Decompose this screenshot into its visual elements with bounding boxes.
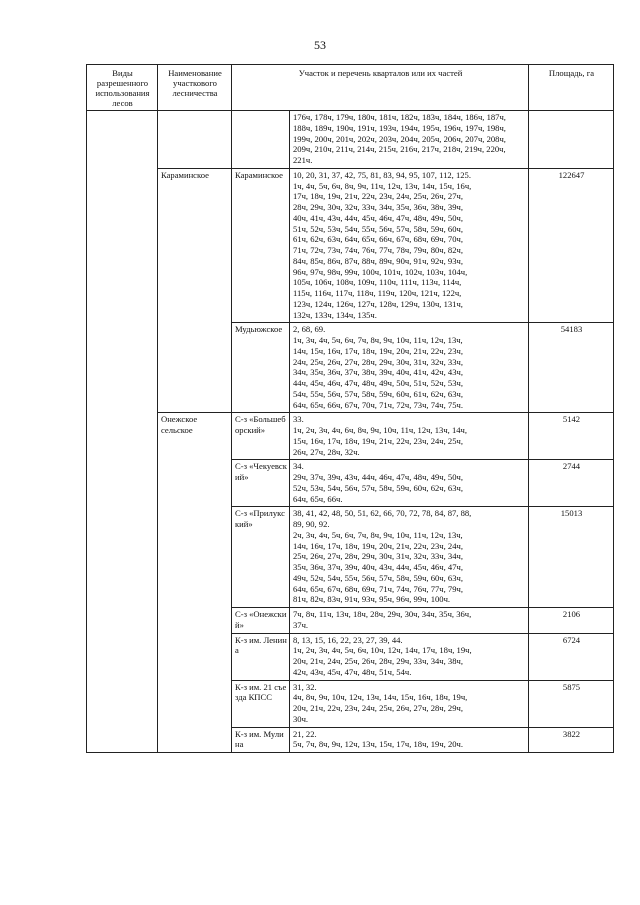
plots-line: 29ч, 37ч, 39ч, 43ч, 44ч, 46ч, 47ч, 48ч, 49ч, 50ч,	[293, 472, 463, 482]
site-label: Караминское	[235, 169, 283, 180]
plots-line: 28ч, 29ч, 30ч, 32ч, 33ч, 34ч, 35ч, 36ч, 38ч, 39ч,	[293, 202, 463, 212]
plots-line: 81ч, 82ч, 83ч, 91ч, 93ч, 95ч, 96ч, 99ч, 100ч.	[293, 594, 451, 605]
area-cell: 54183	[529, 323, 614, 413]
plots-cell	[290, 680, 529, 727]
plots-line: 221ч.	[293, 155, 313, 165]
site-label: К-з им. Мулина	[235, 728, 284, 750]
plots-line: 25ч, 26ч, 27ч, 28ч, 29ч, 30ч, 31ч, 32ч, 33ч, 34ч,	[293, 551, 463, 562]
plots-line: 2ч, 3ч, 4ч, 5ч, 6ч, 7ч, 8ч, 9ч, 10ч, 11ч, 12ч, 13ч,	[293, 529, 463, 540]
table-row	[87, 413, 614, 460]
plots-line: 188ч, 189ч, 190ч, 191ч, 193ч, 194ч, 195ч, 196ч, 197ч, 198ч,	[293, 122, 506, 133]
site-cell	[232, 460, 290, 507]
site-label: К-з им. 21 съезда КПСС	[235, 681, 287, 703]
plots-line: 64ч, 65ч, 67ч, 68ч, 69ч, 71ч, 74ч, 76ч, 77ч, 79ч,	[293, 583, 463, 594]
district-cell: Онежское сельское	[158, 413, 232, 753]
plots-line: 49ч, 52ч, 54ч, 55ч, 56ч, 57ч, 58ч, 59ч, 60ч, 63ч,	[293, 572, 463, 583]
plots-cell	[290, 323, 529, 413]
plots-line: 8, 13, 15, 16, 22, 23, 27, 39, 44.	[293, 634, 403, 645]
table-row-carryover	[87, 111, 614, 169]
plots-line: 52ч, 53ч, 54ч, 56ч, 57ч, 58ч, 59ч, 60ч, 62ч, 63ч,	[293, 482, 463, 493]
plots-line: 1ч, 2ч, 3ч, 4ч, 6ч, 8ч, 9ч, 10ч, 11ч, 12ч, 13ч, 14ч,	[293, 425, 468, 435]
table-row	[87, 168, 614, 323]
plots-cell	[290, 460, 529, 507]
plots-cell	[290, 111, 529, 169]
plots-line: 105ч, 106ч, 108ч, 109ч, 110ч, 111ч, 113ч, 114ч,	[293, 277, 462, 288]
site-label: С-з «Большеборский»	[235, 414, 286, 435]
plots-line: 33.	[293, 414, 304, 425]
plots-line: 35ч, 36ч, 37ч, 39ч, 40ч, 43ч, 44ч, 45ч, 46ч, 47ч,	[293, 562, 463, 572]
plots-line: 30ч.	[293, 713, 309, 724]
header-use-types: Виды разрешенного использования лесов	[87, 65, 158, 111]
plots-line: 132ч, 133ч, 134ч, 135ч.	[293, 309, 377, 320]
area-cell	[529, 111, 614, 169]
area-cell: 15013	[529, 507, 614, 608]
plots-line: 1ч, 3ч, 4ч, 5ч, 6ч, 7ч, 8ч, 9ч, 10ч, 11ч, 12ч, 13ч,	[293, 335, 463, 345]
plots-line: 96ч, 97ч, 98ч, 99ч, 100ч, 101ч, 102ч, 103ч, 104ч,	[293, 266, 468, 277]
plots-cell	[290, 608, 529, 634]
plots-line: 176ч, 178ч, 179ч, 180ч, 181ч, 182ч, 183ч, 184ч, 186ч, 187ч,	[293, 112, 506, 122]
area-cell: 5875	[529, 680, 614, 727]
plots-line: 64ч, 65ч, 66ч, 67ч, 70ч, 71ч, 72ч, 73ч, 74ч, 75ч.	[293, 399, 463, 410]
site-label: С-з «Чекуевский»	[235, 461, 287, 482]
plots-line: 7ч, 8ч, 11ч, 13ч, 18ч, 28ч, 29ч, 30ч, 34ч, 35ч, 36ч,	[293, 609, 472, 619]
plots-cell	[290, 727, 529, 753]
plots-line: 14ч, 15ч, 16ч, 17ч, 18ч, 19ч, 20ч, 21ч, 22ч, 23ч,	[293, 345, 463, 356]
area-cell: 2744	[529, 460, 614, 507]
plots-line: 34ч, 35ч, 36ч, 37ч, 38ч, 39ч, 40ч, 41ч, 42ч, 43ч,	[293, 367, 463, 378]
plots-cell	[290, 633, 529, 680]
plots-line: 5ч, 7ч, 8ч, 9ч, 12ч, 13ч, 15ч, 17ч, 18ч, 19ч, 20ч.	[293, 739, 464, 750]
plots-line: 44ч, 45ч, 46ч, 47ч, 48ч, 49ч, 50ч, 51ч, 52ч, 53ч,	[293, 378, 463, 388]
plots-line: 84ч, 85ч, 86ч, 87ч, 88ч, 89ч, 90ч, 91ч, 92ч, 93ч,	[293, 255, 463, 266]
use-types-cell	[87, 111, 158, 753]
plots-line: 31, 32.	[293, 681, 317, 692]
site-cell	[232, 168, 290, 323]
plots-line: 17ч, 18ч, 19ч, 21ч, 22ч, 23ч, 24ч, 25ч, 26ч, 27ч,	[293, 191, 463, 202]
site-cell	[232, 507, 290, 608]
plots-cell	[290, 507, 529, 608]
site-cell	[232, 413, 290, 460]
plots-line: 38, 41, 42, 48, 50, 51, 62, 66, 70, 72, 78, 84, 87, 88,	[293, 508, 472, 519]
plots-line: 61ч, 62ч, 63ч, 64ч, 65ч, 66ч, 67ч, 68ч, 69ч, 70ч,	[293, 234, 463, 245]
plots-line: 34.	[293, 461, 304, 472]
plots-line: 4ч, 8ч, 9ч, 10ч, 12ч, 13ч, 14ч, 15ч, 16ч, 18ч, 19ч,	[293, 692, 468, 703]
header-plots: Участок и перечень кварталов или их частей	[232, 65, 529, 111]
plots-line: 37ч.	[293, 619, 309, 630]
plots-line: 1ч, 4ч, 5ч, 6ч, 8ч, 9ч, 11ч, 12ч, 13ч, 14ч, 15ч, 16ч,	[293, 180, 472, 191]
plots-line: 24ч, 25ч, 26ч, 27ч, 28ч, 29ч, 30ч, 31ч, 32ч, 33ч,	[293, 356, 463, 367]
plots-line: 209ч, 210ч, 211ч, 214ч, 215ч, 216ч, 217ч, 218ч, 219ч, 220ч,	[293, 144, 506, 155]
plots-line: 40ч, 41ч, 43ч, 44ч, 45ч, 46ч, 47ч, 48ч, 49ч, 50ч,	[293, 212, 463, 223]
plots-line: 20ч, 21ч, 22ч, 23ч, 24ч, 25ч, 26ч, 27ч, 28ч, 29ч,	[293, 703, 463, 713]
plots-line: 42ч, 43ч, 45ч, 47ч, 48ч, 51ч, 54ч.	[293, 666, 412, 677]
plots-line: 54ч, 55ч, 56ч, 57ч, 58ч, 59ч, 60ч, 61ч, 62ч, 63ч,	[293, 388, 463, 399]
site-label: С-з «Прилукский»	[235, 508, 285, 529]
site-cell	[232, 633, 290, 680]
forest-plots-table	[86, 64, 614, 753]
site-label: К-з им. Ленина	[235, 634, 287, 656]
site-cell	[232, 323, 290, 413]
area-cell: 5142	[529, 413, 614, 460]
district-cell	[158, 111, 232, 169]
plots-line: 51ч, 52ч, 53ч, 54ч, 55ч, 56ч, 57ч, 58ч, 59ч, 60ч,	[293, 223, 463, 234]
site-label: С-з «Онежский»	[235, 609, 287, 630]
plots-line: 71ч, 72ч, 73ч, 74ч, 76ч, 77ч, 78ч, 79ч, 80ч, 82ч,	[293, 245, 463, 255]
plots-line: 21, 22.	[293, 728, 317, 739]
plots-line: 2, 68, 69.	[293, 324, 326, 335]
plots-line: 199ч, 200ч, 201ч, 202ч, 203ч, 204ч, 205ч, 206ч, 207ч, 208ч,	[293, 133, 506, 144]
plots-line: 14ч, 16ч, 17ч, 18ч, 19ч, 20ч, 21ч, 22ч, 23ч, 24ч,	[293, 540, 463, 551]
header-district: Наименование участкового лесничества	[158, 65, 232, 111]
plots-line: 15ч, 16ч, 17ч, 18ч, 19ч, 21ч, 22ч, 23ч, 24ч, 25ч,	[293, 435, 463, 446]
area-cell: 122647	[529, 168, 614, 323]
plots-line: 26ч, 27ч, 28ч, 32ч.	[293, 446, 360, 457]
table-header-row	[87, 65, 614, 111]
site-cell	[232, 608, 290, 634]
plots-line: 123ч, 124ч, 126ч, 127ч, 128ч, 129ч, 130ч, 131ч,	[293, 298, 463, 309]
plots-line: 1ч, 2ч, 3ч, 4ч, 5ч, 6ч, 10ч, 12ч, 14ч, 17ч, 18ч, 19ч,	[293, 645, 472, 656]
area-cell: 3822	[529, 727, 614, 753]
plots-line: 10, 20, 31, 37, 42, 75, 81, 83, 94, 95, 107, 112, 125.	[293, 169, 472, 180]
site-label: Мудьюжское	[235, 324, 283, 335]
plots-line: 20ч, 21ч, 24ч, 25ч, 26ч, 28ч, 29ч, 33ч, 34ч, 38ч,	[293, 656, 463, 666]
plots-line: 89, 90, 92.	[293, 519, 330, 529]
area-cell: 2106	[529, 608, 614, 634]
site-cell	[232, 111, 290, 169]
header-area: Площадь, га	[529, 65, 614, 111]
plots-line: 115ч, 116ч, 117ч, 118ч, 119ч, 120ч, 121ч, 122ч,	[293, 288, 462, 298]
district-cell: Караминское	[158, 168, 232, 413]
page-number: 53	[314, 38, 326, 52]
plots-cell	[290, 168, 529, 323]
plots-line: 64ч, 65ч, 66ч.	[293, 493, 343, 504]
site-cell	[232, 727, 290, 753]
site-cell	[232, 680, 290, 727]
area-cell: 6724	[529, 633, 614, 680]
plots-cell	[290, 413, 529, 460]
